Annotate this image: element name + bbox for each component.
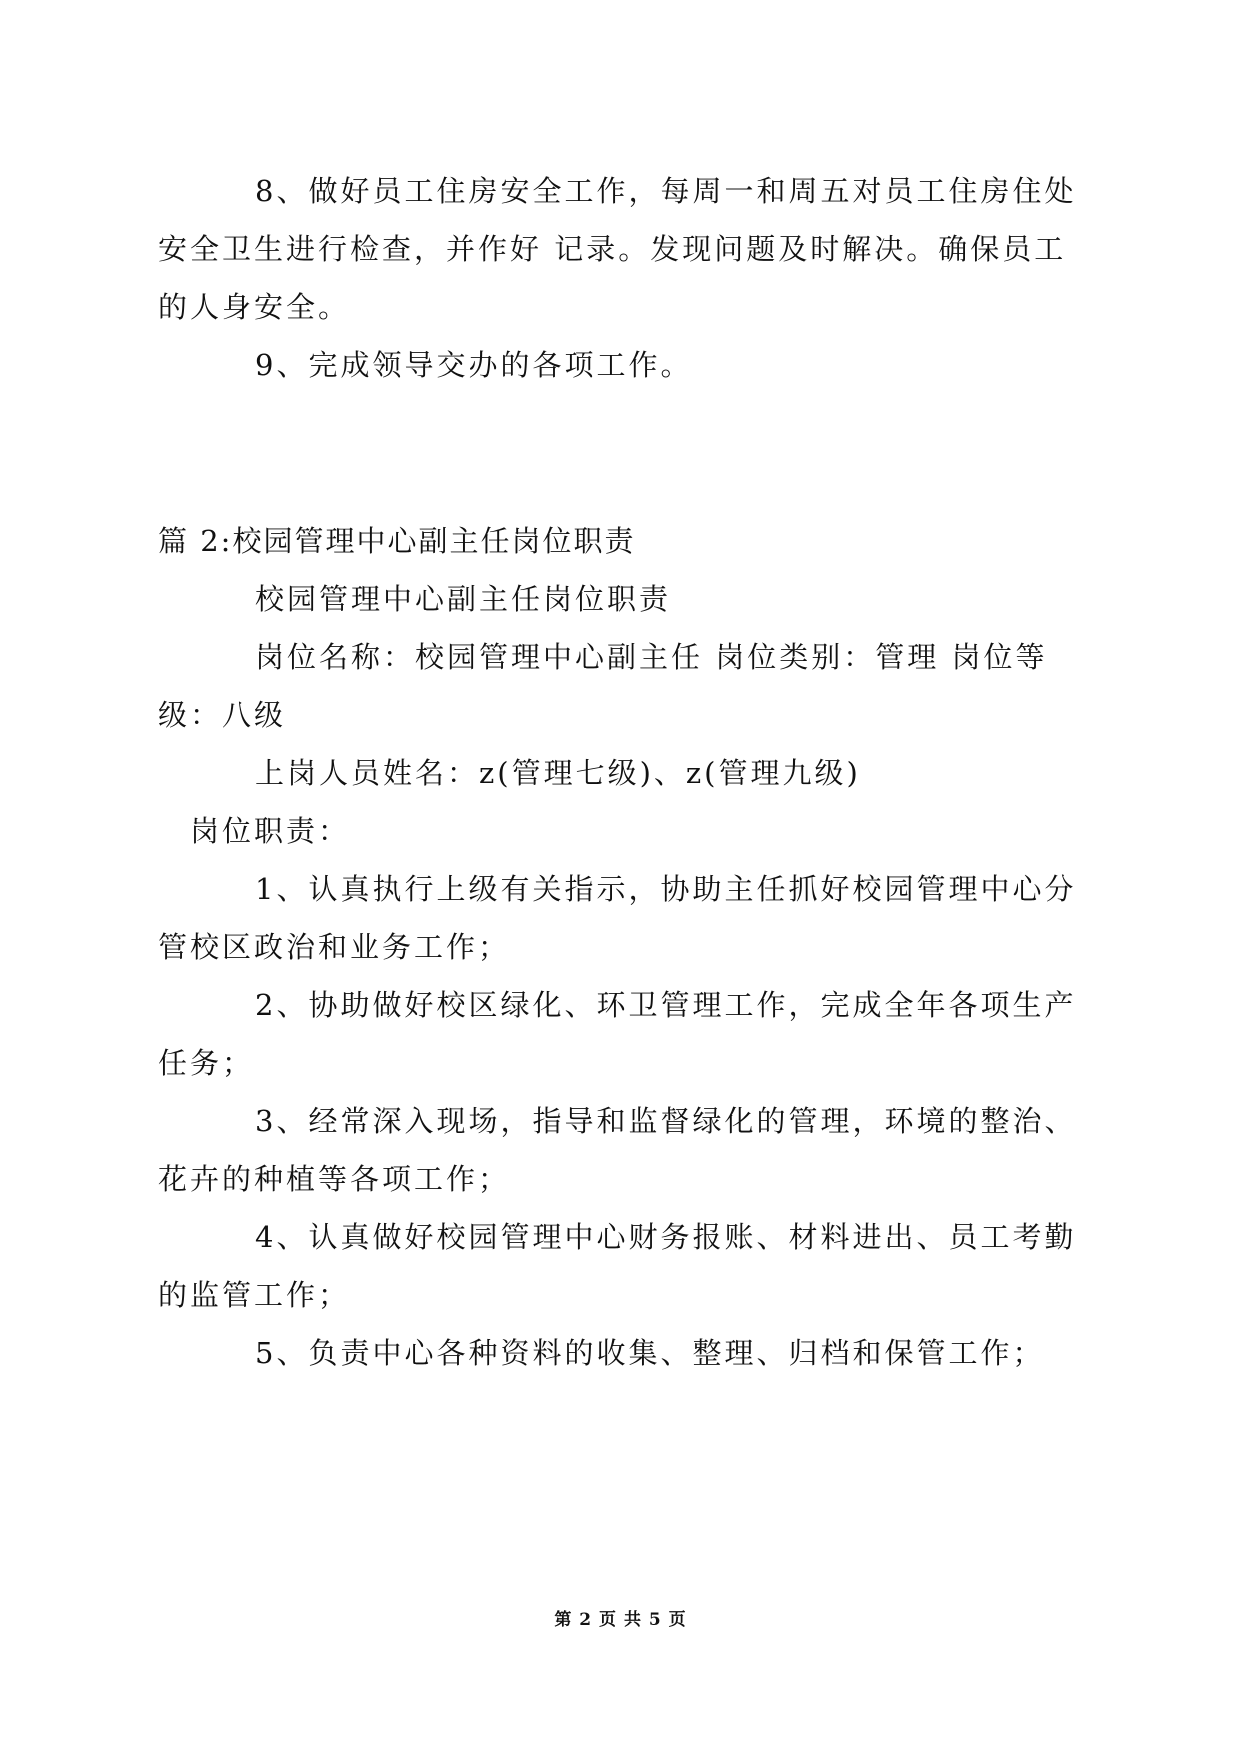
duty-5: 5、负责中心各种资料的收集、整理、归档和保管工作； xyxy=(255,1336,1045,1370)
duty-4-line-1: 4、认真做好校园管理中心财务报账、材料进出、员工考勤 xyxy=(255,1220,1077,1254)
duty-1-line-2: 管校区政治和业务工作； xyxy=(158,930,511,964)
duty-1-line-1: 1、认真执行上级有关指示，协助主任抓好校园管理中心分 xyxy=(255,872,1077,906)
duty-3-line-1: 3、经常深入现场，指导和监督绿化的管理，环境的整治、 xyxy=(255,1104,1077,1138)
paragraph-8-line-1: 8、做好员工住房安全工作，每周一和周五对员工住房住处 xyxy=(255,174,1077,208)
page-indicator: 第 2 页 共 5 页 xyxy=(554,1610,687,1630)
duty-2-line-2: 任务； xyxy=(158,1046,255,1080)
duty-4-line-2: 的监管工作； xyxy=(158,1278,351,1312)
staff-names: 上岗人员姓名：z(管理七级)、z(管理九级) xyxy=(255,756,861,790)
duty-3-line-2: 花卉的种植等各项工作； xyxy=(158,1162,511,1196)
paragraph-9: 9、完成领导交办的各项工作。 xyxy=(255,348,693,382)
document-title: 校园管理中心副主任岗位职责 xyxy=(255,582,672,616)
duties-label: 岗位职责： xyxy=(190,814,351,848)
section-heading: 篇 2:校园管理中心副主任岗位职责 xyxy=(158,524,636,558)
duty-2-line-1: 2、协助做好校区绿化、环卫管理工作，完成全年各项生产 xyxy=(255,988,1077,1022)
position-info-line-1: 岗位名称：校园管理中心副主任 岗位类别：管理 岗位等 xyxy=(255,640,1048,674)
position-info-line-2: 级：八级 xyxy=(158,698,287,732)
paragraph-8-line-2: 安全卫生进行检查，并作好 记录。发现问题及时解决。确保员工 xyxy=(158,232,1067,266)
paragraph-8-line-3: 的人身安全。 xyxy=(158,290,351,324)
